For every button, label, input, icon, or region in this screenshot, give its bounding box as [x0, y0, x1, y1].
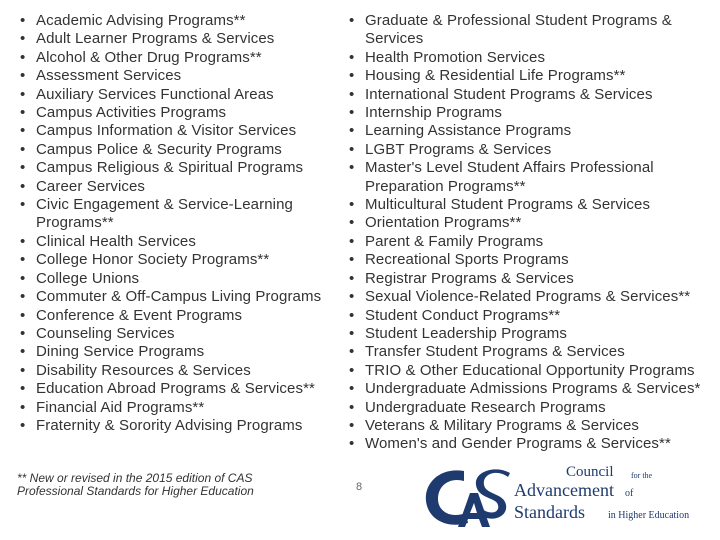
list-item: • Counseling Services [36, 325, 332, 343]
list-item: • Sexual Violence-Related Programs & Services** [365, 288, 715, 306]
right-standards-list [365, 12, 715, 454]
list-item: • Learning Assistance Programs [365, 122, 715, 140]
list-item: • Veterans & Military Programs & Services [365, 417, 715, 435]
list-item: • Student Leadership Programs [365, 325, 715, 343]
footnote: ** New or revised in the 2015 edition of CAS Professional Standards for Higher Education [17, 471, 254, 498]
list-item: • LGBT Programs & Services [365, 141, 715, 159]
list-item: • Assessment Services [36, 67, 332, 85]
list-item: • Education Abroad Programs & Services** [36, 380, 332, 398]
logo-of-text: of [625, 488, 634, 499]
list-item: • Campus Information & Visitor Services [36, 122, 332, 140]
list-item: • Registrar Programs & Services [365, 270, 715, 288]
list-item: • Recreational Sports Programs [365, 251, 715, 269]
cas-logo [420, 463, 720, 533]
list-item: • College Unions [36, 270, 332, 288]
list-item: • Clinical Health Services [36, 233, 332, 251]
list-item: • Dining Service Programs [36, 343, 332, 361]
cas-emblem-icon [420, 463, 512, 533]
logo-higher-education-text: in Higher Education [608, 510, 690, 521]
page-number: 8 [356, 481, 363, 493]
list-item: • Parent & Family Programs [365, 233, 715, 251]
list-item: • Health Promotion Services [365, 49, 715, 67]
logo-council-text: Council [566, 464, 614, 480]
list-item: • Conference & Event Programs [36, 307, 332, 325]
list-item: • Undergraduate Research Programs [365, 399, 715, 417]
list-item: • Career Services [36, 178, 332, 196]
list-item: • Internship Programs [365, 104, 715, 122]
list-item: • Adult Learner Programs & Services [36, 30, 332, 48]
logo-standards-text: Standards [514, 502, 585, 522]
list-item: • TRIO & Other Educational Opportunity Programs [365, 362, 715, 380]
list-item: • College Honor Society Programs** [36, 251, 332, 269]
list-item: • Campus Activities Programs [36, 104, 332, 122]
list-item: • Campus Religious & Spiritual Programs [36, 159, 332, 177]
list-item: • Financial Aid Programs** [36, 399, 332, 417]
list-item: • International Student Programs & Services [365, 86, 715, 104]
left-standards-list [36, 12, 332, 435]
logo-forthe-text: for the [631, 471, 653, 480]
list-item: • Transfer Student Programs & Services [365, 343, 715, 361]
logo-advancement-text: Advancement [514, 480, 614, 500]
list-item: • Housing & Residential Life Programs** [365, 67, 715, 85]
list-item: • Auxiliary Services Functional Areas [36, 86, 332, 104]
list-item: • Civic Engagement & Service-Learning Programs** [36, 196, 332, 233]
list-item: • Student Conduct Programs** [365, 307, 715, 325]
list-item: • Alcohol & Other Drug Programs** [36, 49, 332, 67]
list-item: • Multicultural Student Programs & Services [365, 196, 715, 214]
list-item: • Disability Resources & Services [36, 362, 332, 380]
list-item: • Academic Advising Programs** [36, 12, 332, 30]
list-item: • Orientation Programs** [365, 214, 715, 232]
list-item: • Campus Police & Security Programs [36, 141, 332, 159]
list-item: • Women's and Gender Programs & Services** [365, 435, 715, 453]
list-item: • Graduate & Professional Student Programs & Services [365, 12, 715, 49]
list-item: • Undergraduate Admissions Programs & Services* [365, 380, 715, 398]
list-item: • Fraternity & Sorority Advising Programs [36, 417, 332, 435]
list-item: • Commuter & Off-Campus Living Programs [36, 288, 332, 306]
list-item: • Master's Level Student Affairs Professional Preparation Programs** [365, 159, 715, 196]
